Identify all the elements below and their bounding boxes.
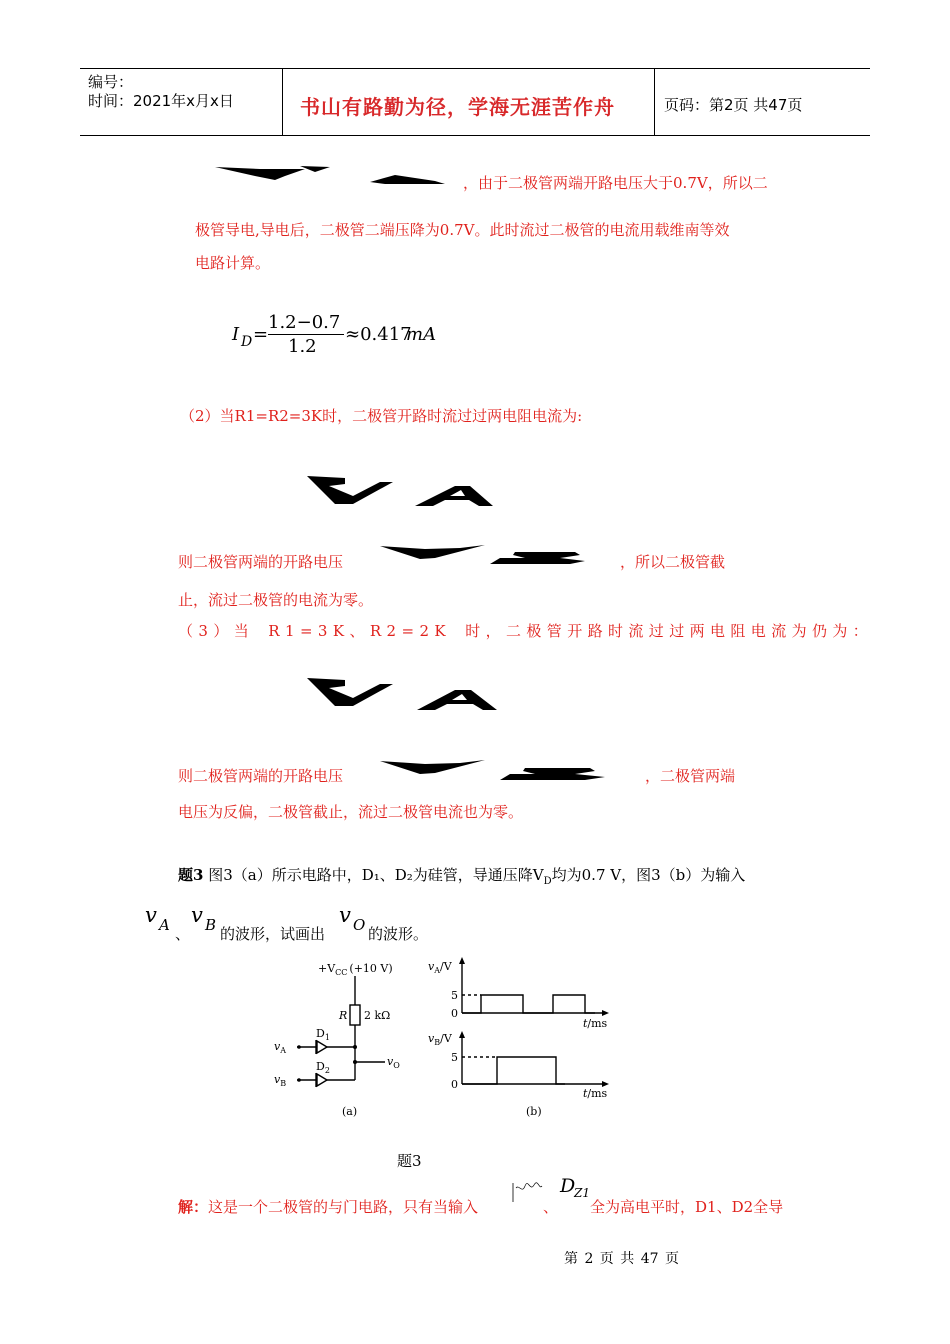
distorted-equation-vb-2 (375, 755, 615, 785)
svg-text:D1 (316, 1027, 330, 1042)
terminal-vb (297, 1078, 301, 1082)
q3-vB-sub: B (205, 916, 217, 934)
wave-a-tlabel: t (583, 1017, 588, 1030)
answer-tail: 全为高电平时，D1、D2全导 (590, 1198, 784, 1216)
q3-vO-v: v (339, 903, 351, 927)
formula-unit: mA (406, 324, 437, 345)
q3-text-sub: D (543, 876, 552, 887)
vo-sub: O (393, 1061, 400, 1070)
answer-dz-sub: Z1 (574, 1186, 590, 1200)
r-value: 2 kΩ (364, 1009, 391, 1022)
header-time-label: 时间：2021年x月x日 (88, 92, 234, 110)
answer-label: 解： (178, 1198, 209, 1216)
wave-a-y-zero: 0 (451, 1007, 458, 1020)
garbled-inline-symbol (510, 1180, 544, 1206)
svg-text:vO (387, 1055, 400, 1070)
q3-text: 图3（a）所示电路中，D₁、D₂为硅管，导通压降V (203, 866, 544, 884)
p3-line2: 止，流过二极管的电流为零。 (178, 591, 374, 609)
wave-b-y-high: 5 (451, 1051, 458, 1064)
svg-text:t/ms (583, 1017, 608, 1030)
wave-a-ysub: A (434, 966, 440, 975)
p5-tail: ，二极管两端 (645, 767, 736, 785)
svg-text:vA/V (428, 960, 453, 975)
wave-a-yunit: /V (440, 960, 452, 973)
formula-denominator: 1.2 (288, 336, 317, 352)
terminal-va (297, 1045, 301, 1049)
distorted-equation-va-1 (205, 160, 445, 190)
p4-text: （3）当 R1=3K、R2=2K 时，二极管开路时流过过两电阻电流为仍为： (178, 622, 874, 640)
formula-lhs-sub: D (241, 334, 253, 350)
header-divider-1 (282, 68, 283, 136)
waveform-vb (462, 1034, 605, 1084)
header-page-code: 页码：第2页 共47页 (664, 96, 803, 114)
wave-b-tunit: /ms (587, 1087, 608, 1100)
figure-caption: 题3 (397, 1152, 422, 1170)
p1-tail: ，由于二极管两端开路电压大于0.7V，所以二 (463, 174, 768, 192)
va-sub: A (280, 1046, 286, 1055)
svg-text:t/ms (583, 1087, 608, 1100)
header-motto: 书山有路勤为径，学海无涯苦作舟 (300, 95, 615, 119)
wave-a-y-arrow (459, 957, 465, 964)
q3-line1 (178, 864, 745, 887)
wave-b-tlabel: t (583, 1087, 588, 1100)
q3-line2-tail: 的波形。 (368, 925, 429, 943)
junction-node-1 (353, 1045, 357, 1049)
header-top-rule (80, 68, 870, 69)
answer-line (178, 1196, 478, 1217)
vcc-value: (+10 V) (349, 962, 393, 975)
wave-b-y-zero: 0 (451, 1078, 458, 1091)
header-divider-2 (654, 68, 655, 136)
vb-label: v (274, 1073, 281, 1086)
svg-text:vB/V (428, 1032, 453, 1047)
q3-vA-sub: A (159, 916, 170, 934)
d1-label: D (316, 1027, 325, 1040)
subfigure-b-label: (b) (526, 1105, 542, 1118)
p1-line2: 极管导电,导电后，二极管二端压降为0.7V。此时流过二极管的电流用载维南等效 (195, 221, 730, 239)
footer-page-number: 第 2 页 共 47 页 (564, 1251, 679, 1267)
waveform-va (462, 960, 605, 1013)
wave-b-ysub: B (434, 1038, 441, 1047)
q3-line2-mid: 的波形，试画出 (220, 925, 326, 943)
svg-text:vA (274, 1040, 286, 1055)
wave-a-t-arrow (602, 1010, 609, 1016)
va-label: v (274, 1040, 281, 1053)
svg-text:+VCC(+10 V) (318, 962, 393, 977)
vo-label: v (387, 1055, 394, 1068)
answer-text: 这是一个二极管的与门电路，只有当输入 (208, 1198, 479, 1216)
q3-vO-sub: O (353, 916, 366, 934)
diode-current-formula: I D = 1.2−0.7 1.2 ≈0.417 mA (232, 312, 437, 352)
q3-text-tail: 均为0.7 V，图3（b）为输入 (551, 866, 746, 884)
figure-3 (265, 950, 625, 1122)
header-number-label: 编号： (88, 73, 134, 91)
wave-b-yunit: /V (440, 1032, 452, 1045)
p5-line2: 电压为反偏，二极管截止，流过二极管电流也为零。 (178, 803, 524, 821)
distorted-equation-va-3 (305, 672, 505, 714)
vcc-label: +V (318, 962, 336, 975)
q3-sep: 、 (175, 925, 191, 943)
q3-vA-v: v (145, 903, 157, 927)
formula-lhs: I (232, 324, 240, 345)
svg-text:vB (274, 1073, 286, 1088)
answer-sep: 、 (543, 1198, 559, 1216)
junction-node-2 (353, 1060, 357, 1064)
p3-tail: ，所以二极管截 (620, 553, 726, 571)
svg-text:D2 (316, 1060, 330, 1075)
distorted-equation-va-2 (305, 470, 500, 512)
formula-result: ≈0.417 (345, 324, 412, 345)
vcc-sub: CC (335, 968, 348, 977)
wave-a-tunit: /ms (587, 1017, 608, 1030)
circuit-diagram (297, 976, 385, 1087)
fraction-bar (268, 334, 344, 335)
d2-sub: 2 (324, 1066, 330, 1075)
q3-line2 (145, 903, 445, 943)
vb-sub: B (280, 1079, 287, 1088)
q3-vB-v: v (191, 903, 203, 927)
header-bottom-rule (80, 135, 870, 136)
p2-text: （2）当R1=R2=3K时，二极管开路时流过过两电阻电流为: (180, 407, 583, 425)
r-label: R (339, 1009, 348, 1022)
subfigure-a-label: (a) (342, 1105, 358, 1118)
wave-b-ylabel: v (428, 1032, 435, 1045)
distorted-equation-vb-1 (375, 540, 605, 570)
wave-a-y-high: 5 (451, 989, 458, 1002)
d2-label: D (316, 1060, 325, 1073)
answer-dz-symbol (560, 1175, 590, 1205)
p3-head: 则二极管两端的开路电压 (178, 553, 344, 571)
d1-sub: 1 (324, 1033, 330, 1042)
q3-title: 题3 (178, 866, 204, 884)
wave-b-y-arrow (459, 1031, 465, 1038)
formula-numerator: 1.2−0.7 (268, 312, 341, 333)
p5-head: 则二极管两端的开路电压 (178, 767, 344, 785)
wave-a-ylabel: v (428, 960, 435, 973)
answer-dz: D (560, 1175, 576, 1197)
p1-line3: 电路计算。 (195, 254, 271, 272)
